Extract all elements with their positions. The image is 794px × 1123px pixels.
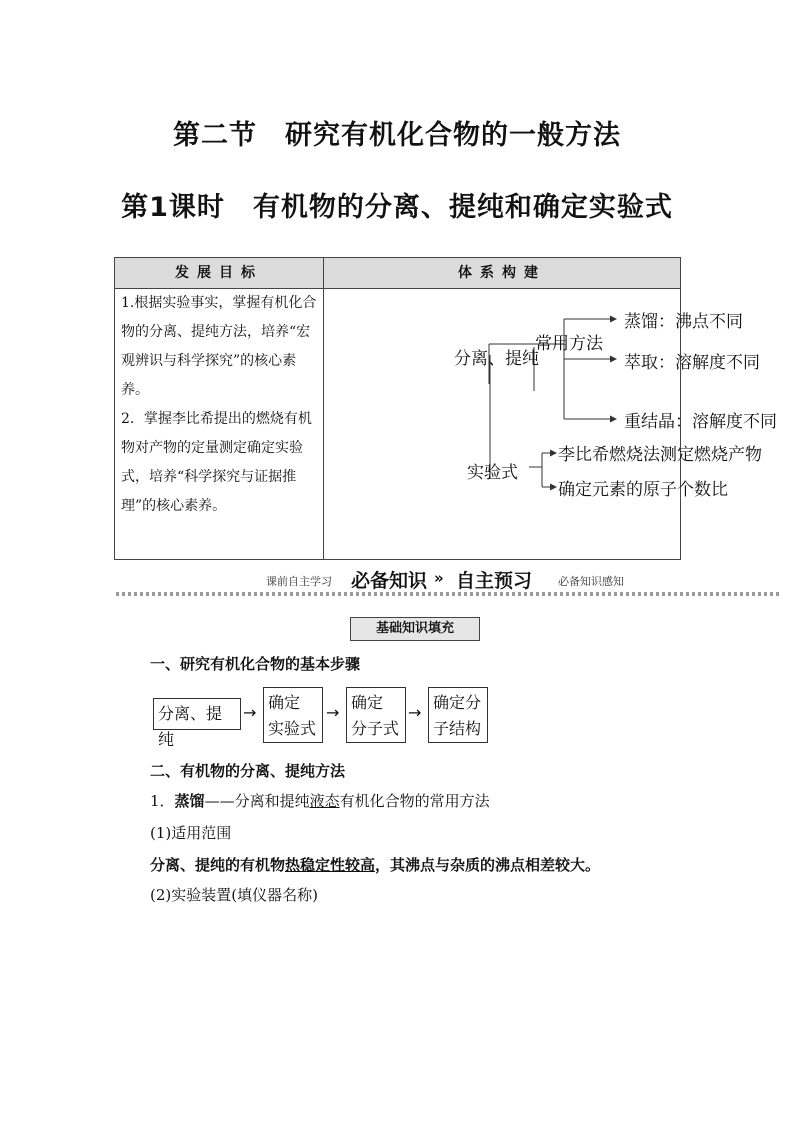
diagram-atom-ratio: 确定元素的原子个数比 [558,480,728,500]
arrow-right-icon: → [408,703,422,722]
arrow-right-icon: → [326,703,340,722]
banner-left-text: 课前自主学习 [266,575,332,588]
system-diagram [324,289,777,560]
diagram-extraction: 萃取：溶解度不同 [624,353,760,373]
lesson-title: 第1课时 有机物的分离、提纯和确定实验式 [121,192,673,223]
step-box-2: 确定 实验式 [263,687,323,743]
blank-answer: 热稳定性较高 [285,856,376,874]
table-header-row [115,258,680,289]
subheading-apparatus: (2)实验装置(填仪器名称) [150,886,318,904]
step-box-4: 确定分 子结构 [428,687,488,743]
step-box-1: 分离、提纯 [153,698,241,730]
diagram-experimental-formula: 实验式 [467,463,518,483]
diagram-common-methods: 常用方法 [535,334,603,354]
blank-answer: 液态 [309,792,340,810]
section-banner [116,566,780,596]
item1-line: 1．蒸馏——分离和提纯液态有机化合物的常用方法 [150,792,490,810]
section-title: 第二节 研究有机化合物的一般方法 [173,120,621,151]
section2-heading: 二、有机物的分离、提纯方法 [150,762,346,780]
goal-item-1: 1.根据实验事实，掌握有机化合物的分离、提纯方法，培养“宏观辨识与科学探究”的核心素养。 [121,295,317,398]
fill-in-title: 基础知识填充 [350,617,480,641]
goals-table [114,257,777,560]
header-goals: 发展目标 [175,265,263,281]
section1-heading: 一、研究有机化合物的基本步骤 [150,655,361,673]
diagram-liebig: 李比希燃烧法测定燃烧产物 [558,445,762,465]
header-system: 体系构建 [458,265,546,281]
banner-right-text: 必备知识感知 [558,575,624,588]
banner-main-1: 必备知识 [351,570,428,592]
goal-item-2: 2．掌握李比希提出的燃烧有机物对产物的定量测定确定实验式，培养“科学探究与证据推理”的核心素养。 [121,411,312,514]
scope-description: 分离、提纯的有机物热稳定性较高，其沸点与杂质的沸点相差较大。 [150,856,601,874]
chevron-right-icon: » [434,569,444,587]
diagram-recrystallization: 重结晶：溶解度不同 [624,412,777,432]
subheading-scope: (1)适用范围 [150,824,232,842]
banner-main-2: 自主预习 [456,570,533,592]
diagram-root: 分离、提纯 [454,349,539,369]
diagram-distillation: 蒸馏：沸点不同 [624,312,743,332]
banner-dotted-line [116,592,780,596]
step-box-3: 确定 分子式 [346,687,406,743]
goals-list [121,289,319,521]
arrow-right-icon: → [243,703,257,722]
